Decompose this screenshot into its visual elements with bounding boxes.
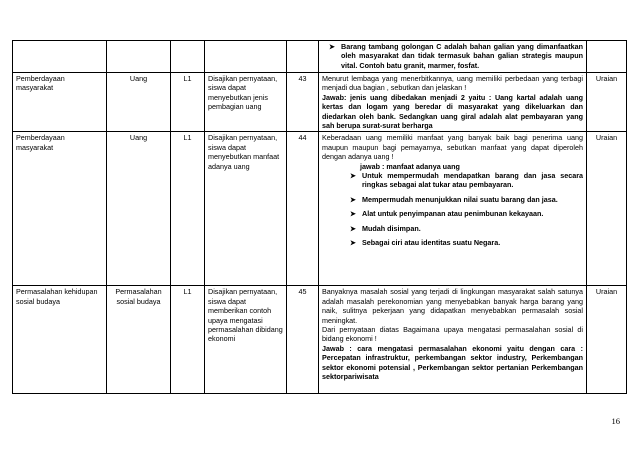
cell-topic: Permasalahan kehidupan sosial budaya	[13, 286, 107, 394]
answer-bullet-list	[322, 171, 583, 247]
answer-bullet	[350, 224, 583, 233]
answer-bullet-text: Untuk mempermudah mendapatkan barang dan jasa secara ringkas sebagai alat tukar atau pembayaran.	[362, 171, 583, 190]
cell-form: Uraian	[587, 73, 627, 132]
cell-question	[319, 286, 587, 394]
answer-bullet-text: Mudah disimpan.	[362, 223, 421, 233]
cell-material: Uang	[107, 73, 171, 132]
table-row	[13, 41, 627, 73]
question-text-2: Dari pernyataan diatas Bagaimana upaya mengatasi permasalahan sosial di bidang ekonomi !	[322, 325, 583, 344]
arrow-bullet-icon: ➤	[350, 171, 357, 181]
answer-bullet-text: Barang tambang golongan C adalah bahan galian yang dimanfaatkan oleh masyarakat dan tidak termasuk bahan galian strategis maupun vital. Contoh batu granit, marmer, fosfat.	[341, 42, 583, 70]
cell-form: Uraian	[587, 132, 627, 286]
answer-bullet-text: Sebagai ciri atau identitas suatu Negara.	[362, 238, 501, 248]
answer-bullet	[350, 171, 583, 190]
arrow-bullet-icon: ➤	[350, 209, 357, 219]
table-row	[13, 132, 627, 286]
table-row	[13, 286, 627, 394]
answer-text: Jawab : cara mengatasi permasalahan ekonomi yaitu dengan cara : Percepatan infrastruktur, perkembangan sektor industry, Perkembangan sektor ekonomi potensial , Perkembangan sektor pertanian Perkembangan sektorpariwisata	[322, 343, 583, 382]
cell-form	[587, 41, 627, 73]
answer-text: Jawab: jenis uang dibedakan menjadi 2 yaitu : Uang kartal adalah uang kertas dan logam yang beredar di masyarakat yang dikeluarkan dan diedarkan oleh bank. Sedangkan uang giral adalah alat pembayaran yang sah berupa surat-surat berharga	[322, 92, 583, 131]
cell-level: L1	[171, 286, 205, 394]
cell-level: L1	[171, 73, 205, 132]
cell-topic: Pemberdayaan masyarakat	[13, 132, 107, 286]
cell-level	[171, 41, 205, 73]
cell-number: 44	[287, 132, 319, 286]
page-number: 16	[611, 416, 620, 426]
cell-question	[319, 41, 587, 73]
answer-bullet	[329, 42, 583, 70]
cell-indicator: Disajikan pernyataan, siswa dapat memberikan contoh upaya mengatasi permasalahan dibidang ekonomi	[205, 286, 287, 394]
question-grid-table	[12, 40, 627, 394]
cell-number: 45	[287, 286, 319, 394]
answer-bullet-text: Mempermudah menunjukkan nilai suatu barang dan jasa.	[362, 194, 558, 204]
cell-material: Uang	[107, 132, 171, 286]
cell-material	[107, 41, 171, 73]
cell-question	[319, 132, 587, 286]
cell-indicator: Disajikan pernyataan, siswa dapat menyebutkan jenis pembagian uang	[205, 73, 287, 132]
arrow-bullet-icon: ➤	[350, 238, 357, 248]
arrow-bullet-icon: ➤	[350, 194, 357, 204]
question-text: Banyaknya masalah sosial yang terjadi di lingkungan masyarakat salah satunya adalah masalah perekonomian yang menyebabkan banyak harga barang yang naik, sulitnya pekerjaan yang didapatkan menyebabkan permasalah sosial meningkat.	[322, 287, 583, 325]
cell-indicator: Disajikan pernyataan, siswa dapat menyebutkan manfaat adanya uang	[205, 132, 287, 286]
cell-topic	[13, 41, 107, 73]
arrow-bullet-icon: ➤	[329, 42, 336, 51]
cell-number: 43	[287, 73, 319, 132]
answer-heading: jawab : manfaat adanya uang	[360, 161, 460, 171]
answer-bullet	[350, 238, 583, 247]
answer-bullet-text: Alat untuk penyimpanan atau penimbunan kekayaan.	[362, 209, 544, 219]
cell-level: L1	[171, 132, 205, 286]
question-text: Menurut lembaga yang menerbitkannya, uang memiliki perbedaan yang terbagi menjadi dua bagian , sebutkan dan jelaskan !	[322, 74, 583, 93]
arrow-bullet-icon: ➤	[350, 223, 357, 233]
cell-question	[319, 73, 587, 132]
cell-topic: Pemberdayaan masyarakat	[13, 73, 107, 132]
cell-form: Uraian	[587, 286, 627, 394]
question-text: Keberadaan uang memiliki manfaat yang banyak baik bagi penerima uang maupun maupun bagi pemayarnya, sebutkan manfaat yang dapat diperoleh dengan adanya uang !	[322, 133, 583, 162]
cell-number	[287, 41, 319, 73]
cell-material: Permasalahan sosial budaya	[107, 286, 171, 394]
cell-indicator	[205, 41, 287, 73]
table-row	[13, 73, 627, 132]
answer-bullet	[350, 209, 583, 218]
answer-bullet	[350, 195, 583, 204]
